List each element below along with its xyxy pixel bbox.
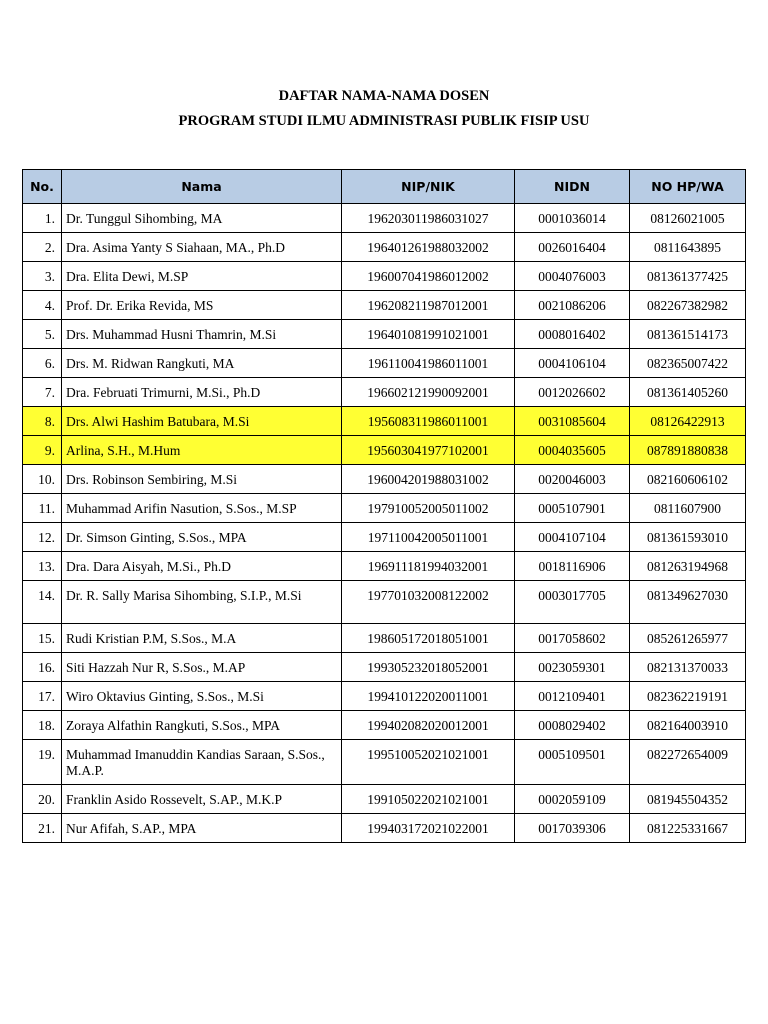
cell-nidn: 0020046003 (515, 465, 630, 494)
cell-hp: 087891880838 (630, 436, 746, 465)
cell-hp: 081361405260 (630, 378, 746, 407)
cell-nip: 199305232018052001 (342, 653, 515, 682)
cell-nip: 196911181994032001 (342, 552, 515, 581)
cell-nama: Arlina, S.H., M.Hum (62, 436, 342, 465)
cell-nip: 196208211987012001 (342, 291, 515, 320)
table-row (23, 320, 746, 349)
document-title: DAFTAR NAMA-NAMA DOSEN (278, 88, 490, 104)
cell-nip: 199510052021021001 (342, 740, 515, 785)
cell-nidn: 0021086206 (515, 291, 630, 320)
cell-hp: 081361377425 (630, 262, 746, 291)
cell-nama: Drs. Robinson Sembiring, M.Si (62, 465, 342, 494)
cell-nidn: 0012109401 (515, 682, 630, 711)
table-row (23, 262, 746, 291)
cell-nama: Dra. Asima Yanty S Siahaan, MA., Ph.D (62, 233, 342, 262)
table-row (23, 291, 746, 320)
header-nidn: NIDN (515, 170, 630, 204)
cell-nidn: 0002059109 (515, 785, 630, 814)
cell-no: 6. (23, 349, 62, 378)
cell-nama: Franklin Asido Rossevelt, S.AP., M.K.P (62, 785, 342, 814)
cell-hp: 082160606102 (630, 465, 746, 494)
table-row (23, 436, 746, 465)
cell-nidn: 0004106104 (515, 349, 630, 378)
cell-nama: Siti Hazzah Nur R, S.Sos., M.AP (62, 653, 342, 682)
table-row (23, 233, 746, 262)
cell-no: 17. (23, 682, 62, 711)
cell-nidn: 0031085604 (515, 407, 630, 436)
cell-no: 20. (23, 785, 62, 814)
cell-hp: 0811643895 (630, 233, 746, 262)
cell-nip: 197110042005011001 (342, 523, 515, 552)
cell-no: 9. (23, 436, 62, 465)
cell-no: 13. (23, 552, 62, 581)
cell-nama: Rudi Kristian P.M, S.Sos., M.A (62, 624, 342, 653)
cell-nidn: 0001036014 (515, 204, 630, 233)
cell-nama: Zoraya Alfathin Rangkuti, S.Sos., MPA (62, 711, 342, 740)
cell-hp: 082131370033 (630, 653, 746, 682)
cell-hp: 082267382982 (630, 291, 746, 320)
table-row (23, 624, 746, 653)
cell-hp: 08126021005 (630, 204, 746, 233)
cell-nip: 199105022021021001 (342, 785, 515, 814)
cell-nidn: 0017039306 (515, 814, 630, 843)
cell-nidn: 0026016404 (515, 233, 630, 262)
cell-hp: 081361514173 (630, 320, 746, 349)
cell-nidn: 0018116906 (515, 552, 630, 581)
table-row (23, 581, 746, 624)
cell-nip: 197701032008122002 (342, 581, 515, 624)
cell-hp: 08126422913 (630, 407, 746, 436)
table-row (23, 494, 746, 523)
cell-nama: Dra. Elita Dewi, M.SP (62, 262, 342, 291)
header-no: No. (23, 170, 62, 204)
cell-nip: 196401081991021001 (342, 320, 515, 349)
table-row (23, 523, 746, 552)
cell-hp: 081263194968 (630, 552, 746, 581)
cell-nama: Dr. R. Sally Marisa Sihombing, S.I.P., M.Si (62, 581, 342, 624)
cell-nama: Nur Afifah, S.AP., MPA (62, 814, 342, 843)
table-row (23, 349, 746, 378)
cell-nip: 196004201988031002 (342, 465, 515, 494)
document-subtitle: PROGRAM STUDI ILMU ADMINISTRASI PUBLIK FISIP USU (178, 113, 590, 129)
cell-nidn: 0005107901 (515, 494, 630, 523)
cell-nip: 196401261988032002 (342, 233, 515, 262)
cell-nip: 196602121990092001 (342, 378, 515, 407)
cell-nidn: 0008016402 (515, 320, 630, 349)
cell-nip: 195603041977102001 (342, 436, 515, 465)
cell-no: 11. (23, 494, 62, 523)
cell-nama: Wiro Oktavius Ginting, S.Sos., M.Si (62, 682, 342, 711)
cell-nidn: 0005109501 (515, 740, 630, 785)
cell-hp: 082365007422 (630, 349, 746, 378)
cell-no: 10. (23, 465, 62, 494)
header-nama: Nama (62, 170, 342, 204)
cell-nidn: 0004035605 (515, 436, 630, 465)
cell-no: 3. (23, 262, 62, 291)
cell-nip: 199410122020011001 (342, 682, 515, 711)
cell-no: 19. (23, 740, 62, 785)
cell-nama: Drs. Alwi Hashim Batubara, M.Si (62, 407, 342, 436)
cell-no: 15. (23, 624, 62, 653)
cell-nip: 196007041986012002 (342, 262, 515, 291)
cell-nama: Dra. Februati Trimurni, M.Si., Ph.D (62, 378, 342, 407)
cell-hp: 0811607900 (630, 494, 746, 523)
cell-no: 5. (23, 320, 62, 349)
cell-hp: 081361593010 (630, 523, 746, 552)
cell-nama: Prof. Dr. Erika Revida, MS (62, 291, 342, 320)
cell-nidn: 0008029402 (515, 711, 630, 740)
cell-hp: 081349627030 (630, 581, 746, 624)
table-row (23, 407, 746, 436)
cell-nidn: 0023059301 (515, 653, 630, 682)
cell-nip: 196203011986031027 (342, 204, 515, 233)
cell-no: 4. (23, 291, 62, 320)
cell-nip: 199403172021022001 (342, 814, 515, 843)
table-row (23, 711, 746, 740)
cell-no: 16. (23, 653, 62, 682)
cell-no: 18. (23, 711, 62, 740)
cell-hp: 082272654009 (630, 740, 746, 785)
cell-nama: Drs. Muhammad Husni Thamrin, M.Si (62, 320, 342, 349)
cell-no: 1. (23, 204, 62, 233)
header-nip: NIP/NIK (342, 170, 515, 204)
table-header-row (23, 170, 746, 204)
cell-nama: Dr. Tunggul Sihombing, MA (62, 204, 342, 233)
cell-nama: Muhammad Arifin Nasution, S.Sos., M.SP (62, 494, 342, 523)
cell-nidn: 0012026602 (515, 378, 630, 407)
cell-nip: 195608311986011001 (342, 407, 515, 436)
lecturer-table (22, 169, 746, 843)
table-row (23, 653, 746, 682)
cell-nama: Muhammad Imanuddin Kandias Saraan, S.Sos., M.A.P. (62, 740, 342, 785)
cell-no: 7. (23, 378, 62, 407)
cell-nip: 197910052005011002 (342, 494, 515, 523)
cell-nip: 198605172018051001 (342, 624, 515, 653)
cell-nama: Dra. Dara Aisyah, M.Si., Ph.D (62, 552, 342, 581)
cell-hp: 081225331667 (630, 814, 746, 843)
cell-hp: 085261265977 (630, 624, 746, 653)
table-row (23, 465, 746, 494)
cell-nip: 196110041986011001 (342, 349, 515, 378)
cell-no: 21. (23, 814, 62, 843)
table-row (23, 814, 746, 843)
cell-no: 8. (23, 407, 62, 436)
cell-hp: 082362219191 (630, 682, 746, 711)
cell-nidn: 0017058602 (515, 624, 630, 653)
cell-nidn: 0004107104 (515, 523, 630, 552)
table-row (23, 552, 746, 581)
cell-nidn: 0004076003 (515, 262, 630, 291)
cell-no: 14. (23, 581, 62, 624)
table-row (23, 740, 746, 785)
cell-no: 2. (23, 233, 62, 262)
cell-no: 12. (23, 523, 62, 552)
header-hp: NO HP/WA (630, 170, 746, 204)
table-row (23, 682, 746, 711)
cell-nama: Dr. Simson Ginting, S.Sos., MPA (62, 523, 342, 552)
cell-hp: 082164003910 (630, 711, 746, 740)
cell-nip: 199402082020012001 (342, 711, 515, 740)
table-row (23, 785, 746, 814)
table-row (23, 378, 746, 407)
cell-nama: Drs. M. Ridwan Rangkuti, MA (62, 349, 342, 378)
cell-hp: 081945504352 (630, 785, 746, 814)
cell-nidn: 0003017705 (515, 581, 630, 624)
table-row (23, 204, 746, 233)
